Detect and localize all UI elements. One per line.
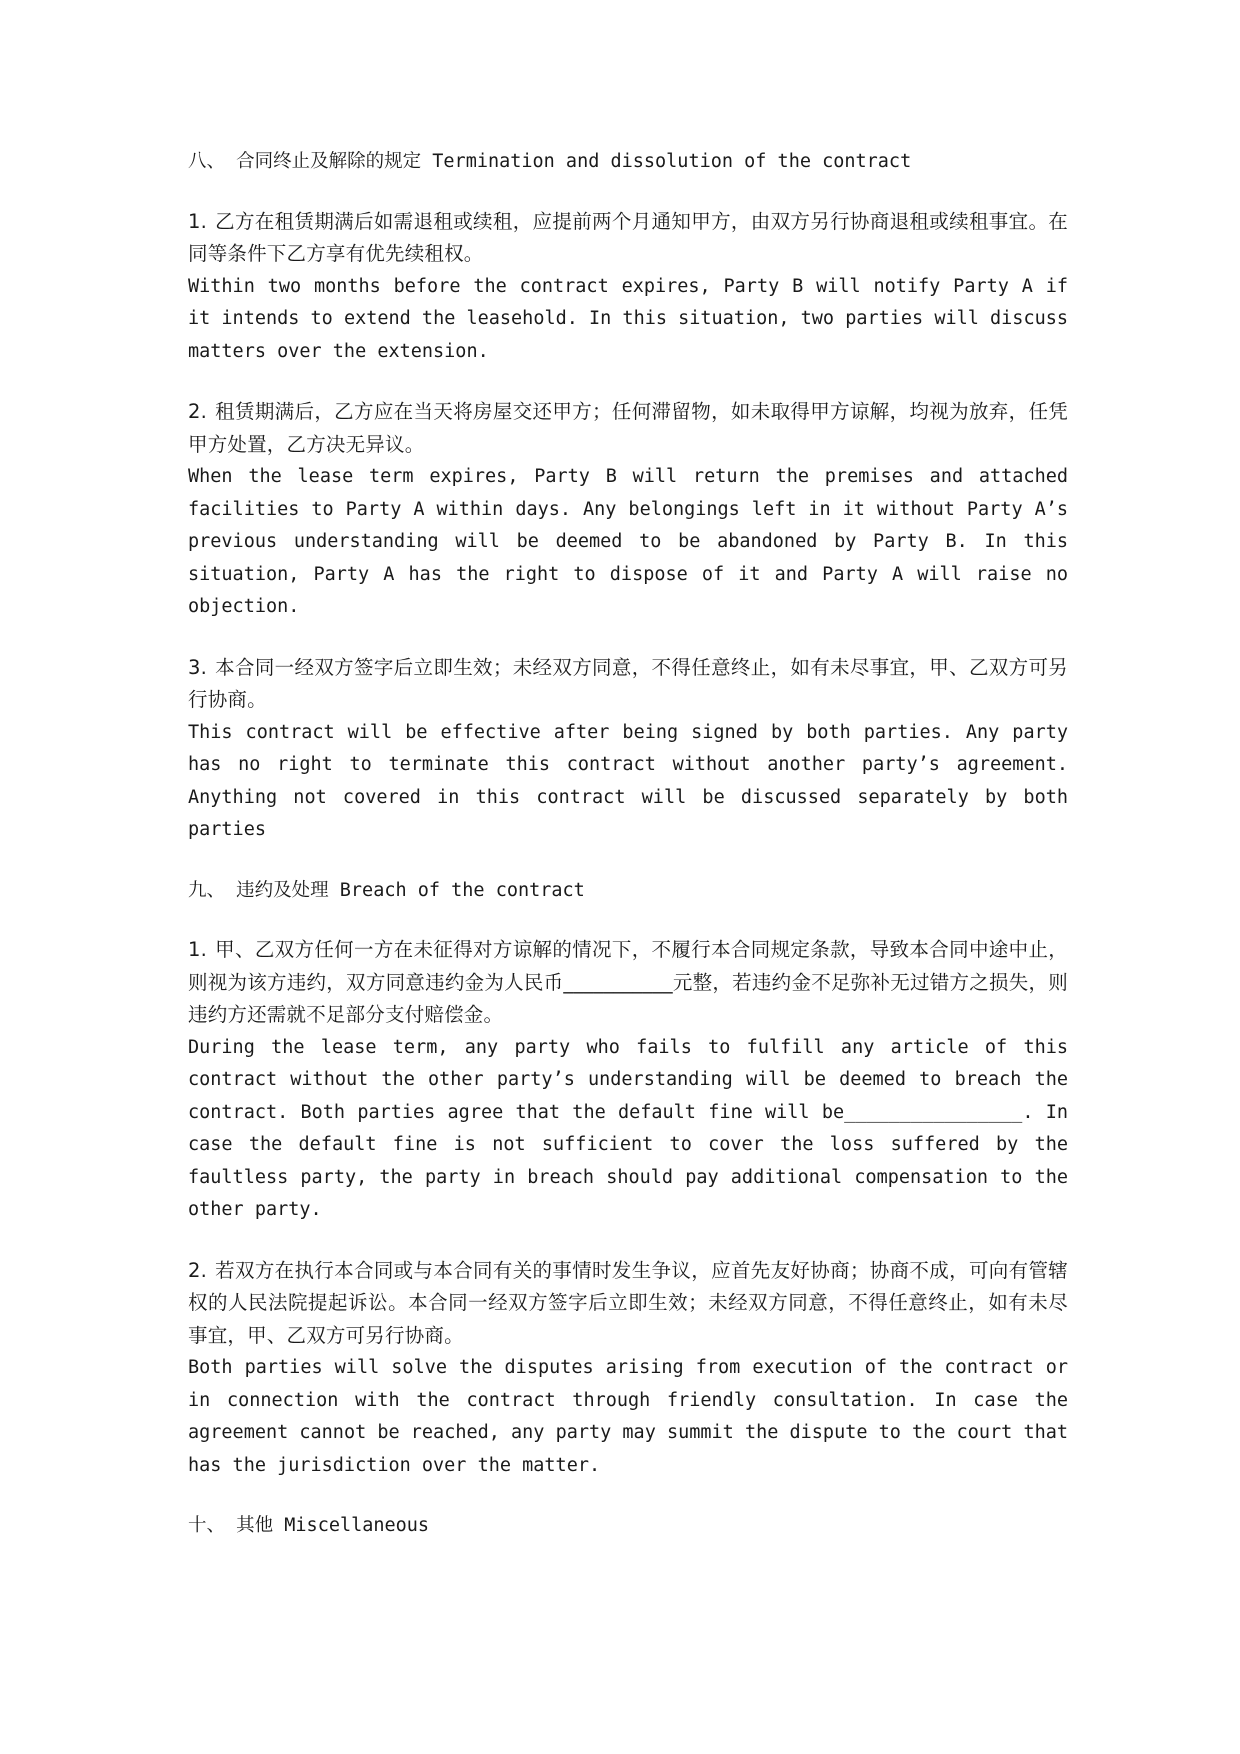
clause-number: 1. [188,938,208,961]
clause-english-text: During the lease term, any party who fails to fulfill any article of this contract without the other party’s understanding will be deemed to breach the contract. Both parties agree that the default fine will be________________. In case the default fine is not sufficient to cover the loss suffered by the faultless party, the party in breach should pay additional compensation to the other party. [188,1036,1068,1220]
clause-chinese-body: 本合同一经双方签字后立即生效；未经双方同意，不得任意终止，如有未尽事宜，甲、乙双方可另行协商。 [188,655,1068,711]
clause-english-text: When the lease term expires, Party B will return the premises and attached facilities to Party A within days. Any belongings left in it without Party A’s previous understanding will be deemed to be abandoned by Party B. In this situation, Party A has the right to dispose of it and Party A will raise no objection. [188,466,1068,617]
clause-chinese-body: 甲、乙双方任何一方在未征得对方谅解的情况下，不履行本合同规定条款，导致本合同中途中止，则视为该方违约，双方同意违约金为人民币___________元整，若违约金不足弥补无过错方之损失，则违约方还需就不足部分支付赔偿金。 [188,938,1068,1026]
clause-chinese-text [188,206,1068,271]
section-heading: 十、 其他 Miscellaneous [188,1515,430,1536]
clause [188,1255,1068,1483]
clause-chinese-text [188,1255,1068,1353]
clause-chinese-body: 若双方在执行本合同或与本合同有关的事情时发生争议，应首先友好协商；协商不成，可向有管辖权的人民法院提起诉讼。本合同一经双方签字后立即生效；未经双方同意，不得任意终止，如有未尽事宜，甲、乙双方可另行协商。 [188,1258,1068,1347]
clause-english-text: This contract will be effective after being signed by both parties. Any party has no right to terminate this contract without another party’s agreement. Anything not covered in this contract will be discussed separately by both parties [188,721,1068,840]
section-breach [188,875,1068,1483]
clause-chinese-text [188,652,1068,717]
clause [188,396,1068,624]
section-termination [188,146,1068,847]
document-page [188,146,1068,1570]
clause-english-text: Within two months before the contract expires, Party B will notify Party A if it intends to extend the leasehold. In this situation, two parties will discuss matters over the extension. [188,275,1068,362]
clause-chinese-text [188,934,1068,1032]
section-heading: 九、 违约及处理 Breach of the contract [188,879,585,901]
clause-chinese-body: 乙方在租赁期满后如需退租或续租，应提前两个月通知甲方，由双方另行协商退租或续租事宜。在同等条件下乙方享有优先续租权。 [188,209,1068,265]
section-heading: 八、 合同终止及解除的规定 Termination and dissolution of the contract [188,151,912,172]
clause-number: 1. [188,209,208,233]
clause-number: 2. [188,1258,208,1282]
section-miscellaneous [188,1510,1068,1543]
clause-number: 2. [188,400,208,423]
clause [188,934,1068,1227]
clause-chinese-body: 租赁期满后，乙方应在当天将房屋交还甲方；任何滞留物，如未取得甲方谅解，均视为放弃，任凭甲方处置，乙方决无异议。 [188,400,1068,456]
clause-chinese-text [188,396,1068,461]
clause-english-text: Both parties will solve the disputes arising from execution of the contract or in connection with the contract through friendly consultation. In case the agreement cannot be reached, any party may summit the dispute to the court that has the jurisdiction over the matter. [188,1357,1068,1476]
clause [188,652,1068,847]
clause-number: 3. [188,655,208,679]
clause [188,206,1068,369]
